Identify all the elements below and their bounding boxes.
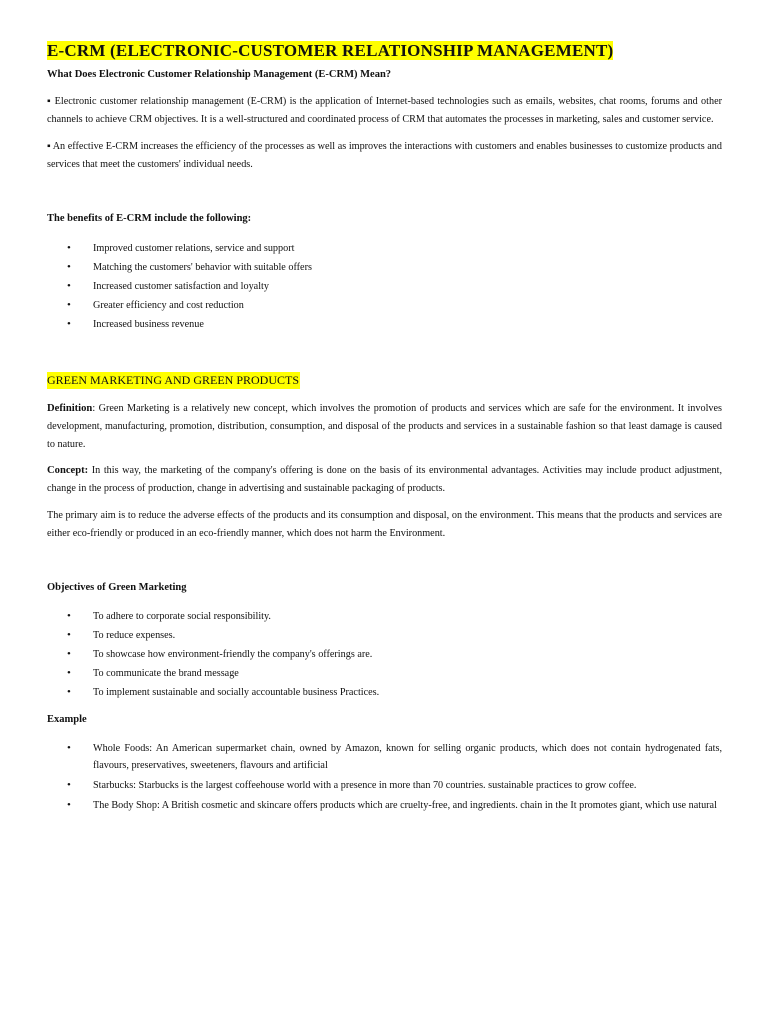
bullet-icon: • <box>67 280 71 292</box>
bullet-icon: • <box>67 299 71 311</box>
list-item: • Increased business revenue <box>47 316 722 333</box>
green-marketing-title: GREEN MARKETING AND GREEN PRODUCTS <box>47 373 300 387</box>
list-item: • Increased customer satisfaction and loyalty <box>47 278 722 295</box>
example-heading: Example <box>47 714 87 725</box>
definition-label: Definition <box>47 403 93 414</box>
definition-paragraph: Definition: Green Marketing is a relatively new concept, which involves the promotion of products and services which are safe for the environment. It involves development, manufacturing, promotion, distribution, consumption, and disposal of the products and services in a sustainable fashion so that least damage is caused to nature. <box>47 403 722 450</box>
list-item: • To reduce expenses. <box>47 627 722 644</box>
list-item: • Starbucks: Starbucks is the largest coffeehouse world with a presence in more than 70 countries. sustainable practices to grow coffee. <box>47 777 722 794</box>
bullet-icon: • <box>67 318 71 330</box>
objectives-heading: Objectives of Green Marketing <box>47 582 187 593</box>
bullet-icon: • <box>67 686 71 698</box>
bullet-icon: • <box>67 629 71 641</box>
ecrm-question-heading: What Does Electronic Customer Relationship Management (E-CRM) Mean? <box>47 69 392 80</box>
bullet-icon: • <box>67 779 71 791</box>
bullet-icon: • <box>67 261 71 273</box>
benefits-heading: The benefits of E-CRM include the following: <box>47 213 252 224</box>
list-item: • Improved customer relations, service and support <box>47 240 722 257</box>
ecrm-paragraph-1: ▪ Electronic customer relationship management (E-CRM) is the application of Internet-based technologies such as emails, websites, chat rooms, forums and other channels to achieve CRM objectives. It is a well-structured and coordinated process of CRM that automates the processes in marketing, sales and customer service. <box>47 96 722 125</box>
bullet-icon: • <box>67 242 71 254</box>
examples-list <box>47 740 722 817</box>
bullet-icon: • <box>67 799 71 811</box>
bullet-icon: • <box>67 742 71 754</box>
concept-paragraph: Concept: In this way, the marketing of the company's offering is done on the basis of its environmental advantages. Activities may include product adjustment, change in the process of production, change in advertising and sustainable packaging of products. <box>47 465 722 494</box>
list-item: • Whole Foods: An American supermarket chain, owned by Amazon, known for selling organic products, which does not contain hydrogenated fats, flavours, preservatives, sweeteners, flavours and artificial <box>67 742 722 771</box>
bullet-icon: • <box>67 610 71 622</box>
list-item: • To implement sustainable and socially accountable business Practices. <box>47 684 722 701</box>
ecrm-paragraph-2: ▪ An effective E-CRM increases the efficiency of the processes as well as improves the interactions with customers and enables businesses to customize products and services that meet the customers' individual needs. <box>47 141 722 170</box>
list-item: • To adhere to corporate social responsibility. <box>47 608 722 625</box>
benefits-list <box>47 240 722 335</box>
list-item: • Greater efficiency and cost reduction <box>47 297 722 314</box>
bullet-icon: • <box>67 648 71 660</box>
list-item: • To communicate the brand message <box>47 665 722 682</box>
bullet-icon: • <box>67 667 71 679</box>
concept-label: Concept: <box>47 465 89 476</box>
ecrm-title: E-CRM (ELECTRONIC-CUSTOMER RELATIONSHIP MANAGEMENT) <box>47 41 614 60</box>
list-item: • The Body Shop: A British cosmetic and skincare offers products which are cruelty-free, and ingredients. chain in the It promotes giant, which use natural <box>47 797 722 814</box>
list-item: • To showcase how environment-friendly the company's offerings are. <box>47 646 722 663</box>
list-item: • Matching the customers' behavior with suitable offers <box>47 259 722 276</box>
objectives-list <box>47 608 722 703</box>
aim-paragraph: The primary aim is to reduce the adverse effects of the products and its consumption and disposal, on the environment. This means that the products and services are either eco-friendly or produced in an eco-friendly manner, which does not harm the Environment. <box>47 510 722 539</box>
